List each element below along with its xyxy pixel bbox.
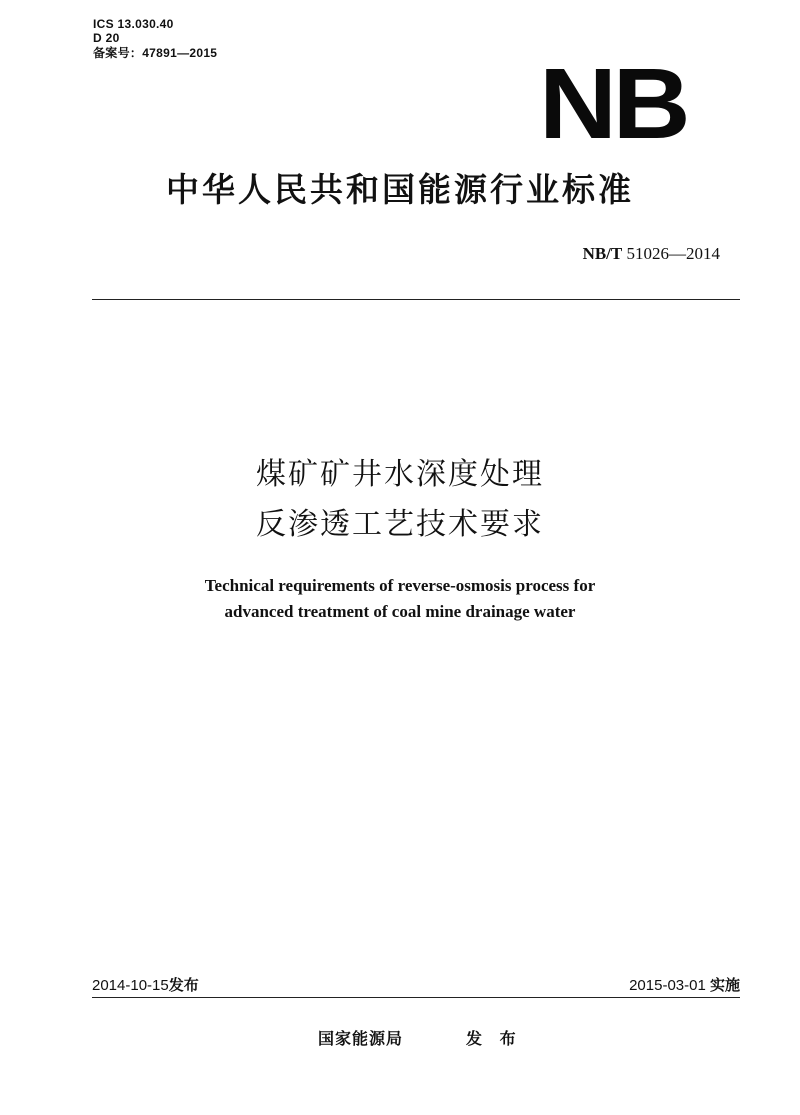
implementation-date-label: 实施 (709, 976, 740, 994)
standard-title: 中华人民共和国能源行业标准 (166, 170, 634, 209)
implementation-date (629, 975, 740, 996)
footer-divider (92, 997, 740, 998)
publisher-name: 国家能源局 (318, 1029, 404, 1048)
ics-code: ICS 13.030.40 (93, 17, 174, 31)
implementation-date-value: 2015-03-01 (629, 977, 706, 994)
document-title-cn-line2: 反渗透工艺技术要求 (256, 507, 544, 542)
standard-code-prefix: NB/T (582, 244, 623, 263)
document-title-cn-line1: 煤矿矿井水深度处理 (256, 457, 544, 492)
standard-code (583, 244, 720, 264)
header-divider (92, 299, 740, 300)
document-title-en-line1: Technical requirements of reverse-osmosis process for (204, 576, 596, 595)
issue-date-label: 发布 (168, 976, 199, 994)
publish-label: 发 布 (466, 1029, 522, 1048)
issue-date-value: 2014-10-15 (92, 977, 169, 994)
document-title-en-line2: advanced treatment of coal mine drainage water (224, 602, 576, 621)
nb-logo: NB (539, 48, 687, 160)
classification-code: D 20 (93, 31, 120, 45)
issue-date (92, 975, 199, 996)
record-number: 备案号：47891—2015 (93, 46, 218, 60)
standard-code-number: 51026—2014 (626, 244, 720, 263)
